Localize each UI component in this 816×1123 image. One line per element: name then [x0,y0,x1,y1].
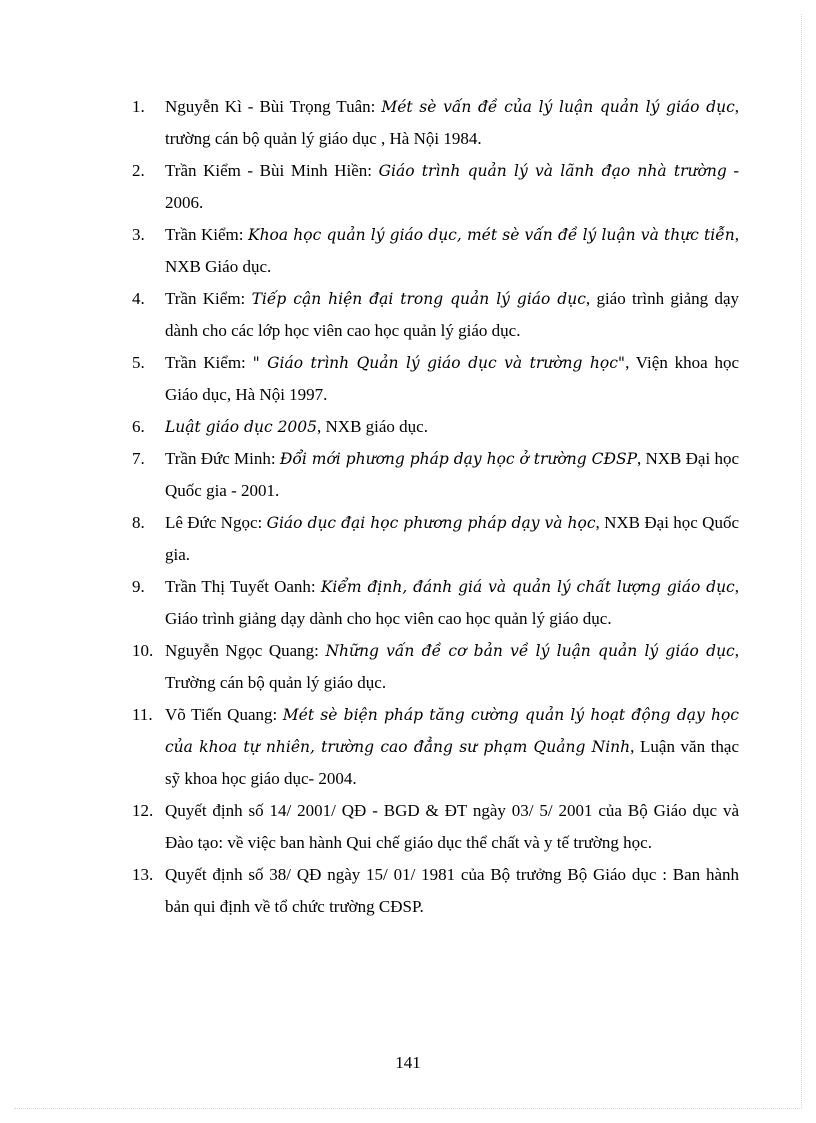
reference-number: 9. [132,577,145,596]
reference-details: , Viện khoa học Giáo dục, Hà Nội 1997. [165,353,739,404]
reference-number: 1. [132,97,145,116]
reference-details: , giáo trình giảng dạy dành cho các lớp học viên cao học quản lý giáo dục. [165,289,739,340]
reference-item [132,443,739,507]
reference-title: " Giáo trình Quản lý giáo dục và trường học" [252,354,626,372]
reference-number: 7. [132,449,145,468]
reference-title: Luật giáo dục 2005 [165,418,318,436]
reference-item [132,91,739,155]
reference-item [132,155,739,219]
reference-number: 8. [132,513,145,532]
reference-author: Nguyễn Ngọc Quang: [165,641,326,660]
reference-details: , Giáo trình giảng dạy dành cho học viên cao học quản lý giáo dục. [165,577,739,628]
reference-author: Trần Kiểm: [165,353,253,372]
reference-number: 4. [132,289,145,308]
reference-number: 11. [132,705,153,724]
reference-title: Giáo trình quản lý và lãnh đạo nhà trường [378,162,727,180]
reference-author: Trần Kiểm: [165,225,248,244]
reference-item [132,859,739,923]
reference-number: 12. [132,801,154,820]
reference-title: Mét sè biện pháp tăng cường quản lý hoạt động dạy học của khoa tự nhiên, trường cao đẳng sư phạm Quảng Ninh [165,706,739,756]
reference-title: Tiếp cận hiện đại trong quản lý giáo dục [251,290,586,308]
reference-details: , NXB giáo dục. [317,417,428,436]
reference-number: 5. [132,353,145,372]
reference-author: Lê Đức Ngọc: [165,513,267,532]
reference-item [132,635,739,699]
reference-author: Trần Thị Tuyết Oanh: [165,577,321,596]
reference-item [132,699,739,795]
reference-item [132,507,739,571]
reference-author: Trần Kiểm: [165,289,252,308]
reference-title: Đổi mới phương pháp dạy học ở trường CĐSP [279,450,637,468]
page-number: 141 [395,1053,421,1072]
reference-details: , Trường cán bộ quản lý giáo dục. [165,641,739,692]
reference-details: , Luận văn thạc sỹ khoa học giáo dục- 2004. [165,737,740,788]
reference-author: Trần Đức Minh: [165,449,280,468]
reference-title: Khoa học quản lý giáo dục, mét sè vấn đề lý luận và thực tiễn [247,226,735,244]
reference-list [132,91,739,923]
reference-details: , trường cán bộ quản lý giáo dục , Hà Nội 1984. [165,97,740,148]
reference-item [132,571,739,635]
reference-item [132,219,739,283]
reference-details: , NXB Giáo dục. [165,225,739,276]
reference-number: 3. [132,225,145,244]
reference-number: 6. [132,417,145,436]
reference-number: 10. [132,641,154,660]
reference-item [132,795,739,859]
reference-text: Quyết định số 38/ QĐ ngày 15/ 01/ 1981 của Bộ trưởng Bộ Giáo dục : Ban hành bản qui định về tổ chức trường CĐSP. [165,865,739,916]
reference-number: 13. [132,865,154,884]
reference-author: Võ Tiến Quang: [165,705,283,724]
reference-details: , NXB Đại học Quốc gia - 2001. [165,449,740,500]
reference-title: Giáo dục đại học phương pháp dạy và học [266,514,596,532]
reference-item [132,283,739,347]
reference-title: Những vấn đề cơ bản về lý luận quản lý giáo dục [325,642,735,660]
reference-item [132,347,739,411]
reference-title: Kiểm định, đánh giá và quản lý chất lượng giáo dục [320,578,735,596]
reference-text: Quyết định số 14/ 2001/ QĐ - BGD & ĐT ngày 03/ 5/ 2001 của Bộ Giáo dục và Đào tạo: về việc ban hành Qui chế giáo dục thể chất và y tế trường học. [165,801,739,852]
reference-title: Mét sè vấn đề của lý luận quản lý giáo dục [381,98,735,116]
reference-author: Nguyễn Kì - Bùi Trọng Tuân: [165,97,382,116]
reference-author: Trần Kiểm - Bùi Minh Hiền: [165,161,379,180]
reference-details: , NXB Đại học Quốc gia. [165,513,739,564]
reference-number: 2. [132,161,145,180]
reference-details: - 2006. [165,161,739,212]
reference-item [132,411,739,443]
